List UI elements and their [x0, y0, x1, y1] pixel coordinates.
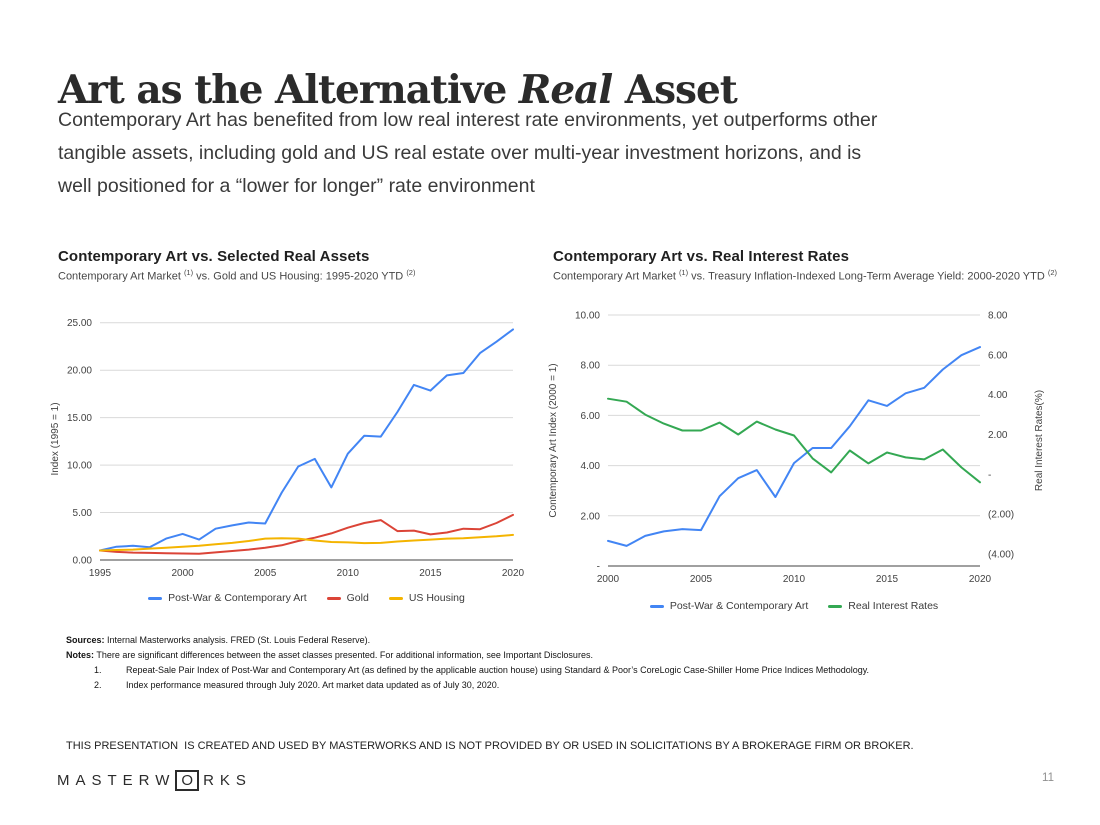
legend-color-chip — [148, 597, 162, 600]
legend-item — [650, 600, 808, 612]
y-left-tick-label: 8.00 — [580, 360, 600, 372]
legend-label: Real Interest Rates — [848, 600, 939, 612]
y-left-tick-label: - — [596, 561, 600, 573]
page-number: 11 — [1042, 772, 1054, 784]
y-left-tick-label: 10.00 — [574, 310, 600, 322]
x-tick-label: 2020 — [501, 568, 525, 579]
x-tick-label: 2015 — [875, 574, 899, 585]
y-right-axis-title: Real Interest Rates(%) — [1034, 389, 1045, 492]
post-war-contemporary-art-line — [100, 329, 513, 550]
x-tick-label: 2020 — [968, 574, 992, 585]
subtitle-text: Contemporary Art Market — [553, 270, 679, 283]
y-left-tick-label: 10.00 — [66, 460, 92, 472]
y-right-tick-label: - — [988, 469, 992, 481]
logo-o-mark: O — [175, 770, 199, 791]
y-right-tick-label: (4.00) — [988, 549, 1015, 561]
sources-text: Internal Masterworks analysis. FRED (St. Louis Federal Reserve). — [104, 635, 371, 645]
x-tick-label: 2000 — [171, 568, 194, 579]
x-tick-label: 2005 — [254, 568, 277, 579]
legend-color-chip — [389, 597, 403, 600]
footnote-item-2 — [66, 678, 1056, 693]
legend-label: Gold — [346, 592, 369, 604]
brokerage-disclaimer: THIS PRESENTATION IS CREATED AND USED BY MASTERWORKS AND IS NOT PROVIDED BY OR USED IN SOLICITATIONS BY A BROKERAGE FIRM OR BROKER. — [66, 740, 914, 752]
legend-label: Post-War & Contemporary Art — [669, 600, 809, 612]
interest-rates-chart-legend — [608, 600, 980, 612]
y-right-tick-label: 8.00 — [988, 310, 1008, 322]
interest-rates-chart-title: Contemporary Art vs. Real Interest Rates — [553, 248, 850, 265]
y-left-tick-label: 4.00 — [580, 461, 600, 473]
y-left-tick-label: 0.00 — [72, 555, 92, 567]
intro-line-1: Contemporary Art has benefited from low real interest rate environments, yet outperforms other — [58, 109, 878, 131]
sources-label: Sources: — [66, 635, 105, 645]
footnote-ref: (1) — [183, 268, 194, 277]
intro-line-3: well positioned for a “lower for longer” rate environment — [58, 175, 535, 197]
real-assets-line-chart — [50, 295, 540, 595]
y-right-tick-label: 6.00 — [988, 350, 1008, 362]
legend-color-chip — [650, 605, 664, 608]
notes-label: Notes: — [66, 650, 95, 660]
y-left-tick-label: 25.00 — [66, 318, 92, 330]
subtitle-text: Contemporary Art Market — [58, 270, 184, 283]
intro-paragraph — [58, 104, 1068, 203]
y-left-tick-label: 2.00 — [580, 511, 600, 523]
y-left-tick-label: 20.00 — [66, 365, 92, 377]
us-housing-line — [100, 535, 513, 551]
legend-item — [389, 592, 465, 604]
x-tick-label: 2015 — [419, 568, 442, 579]
y-right-tick-label: 2.00 — [988, 430, 1008, 442]
footnote-ref: (2) — [406, 268, 416, 277]
real-assets-chart-subtitle — [50, 268, 540, 283]
legend-item — [148, 592, 306, 604]
y-left-tick-label: 5.00 — [72, 508, 92, 520]
subtitle-text: vs. Gold and US Housing: 1995-2020 YTD — [193, 270, 407, 283]
logo-text-post: RKS — [203, 772, 252, 789]
footnote-text: Index performance measured through July 2020. Art market data updated as of July 30, 2020. — [126, 680, 500, 690]
interest-rates-chart-block — [545, 248, 1100, 638]
x-tick-label: 1995 — [88, 568, 112, 579]
x-tick-label: 2010 — [336, 568, 359, 579]
footnote-number: 1. — [94, 665, 102, 675]
y-right-tick-label: (2.00) — [988, 509, 1015, 521]
footnotes — [66, 633, 1056, 693]
y-left-axis-title: Contemporary Art Index (2000 = 1) — [548, 363, 559, 518]
logo-text-pre: MASTERW — [57, 772, 176, 789]
footnote-ref: (1) — [678, 268, 689, 277]
interest-rates-chart-subtitle — [545, 268, 1100, 283]
x-tick-label: 2010 — [782, 574, 806, 585]
page-title-post: Asset — [612, 67, 737, 114]
y-right-tick-label: 4.00 — [988, 390, 1008, 402]
real-assets-chart-block — [50, 248, 540, 638]
masterworks-logo — [57, 770, 252, 791]
real-assets-chart-title: Contemporary Art vs. Selected Real Assets — [58, 248, 370, 265]
legend-label: Post-War & Contemporary Art — [168, 592, 307, 604]
footnote-number: 2. — [94, 680, 102, 690]
legend-item — [327, 592, 369, 604]
notes-text: There are significant differences between the asset classes presented. For additional information, see Important Disclosures. — [94, 650, 593, 660]
real-assets-chart-legend — [100, 592, 513, 604]
legend-label: US Housing — [408, 592, 465, 604]
legend-color-chip — [327, 597, 341, 600]
footnote-text: Repeat-Sale Pair Index of Post-War and Contemporary Art (as defined by the applicable auction house) using Standard & Poor’s CoreLogic Case-Shiller Home Price Indices Methodology. — [126, 665, 870, 675]
legend-item — [828, 600, 938, 612]
footnote-item-1 — [66, 663, 1056, 678]
sources-line — [66, 633, 1056, 648]
footnote-ref: (2) — [1047, 268, 1058, 277]
page-title-pre: Art as the Alternative — [58, 67, 519, 114]
interest-rates-line-chart — [545, 295, 1100, 595]
y-left-axis-title: Index (1995 = 1) — [50, 402, 61, 476]
x-tick-label: 2000 — [596, 574, 620, 585]
real-interest-rates-line — [608, 399, 980, 483]
y-left-tick-label: 6.00 — [580, 410, 600, 422]
legend-color-chip — [828, 605, 842, 608]
notes-line — [66, 648, 1056, 663]
page-title-italic: Real — [518, 67, 613, 114]
x-tick-label: 2005 — [689, 574, 713, 585]
intro-line-2: tangible assets, including gold and US real estate over multi-year investment horizons, and is — [58, 142, 862, 164]
subtitle-text: vs. Treasury Inflation-Indexed Long-Term Average Yield: 2000-2020 YTD — [688, 270, 1048, 283]
y-left-tick-label: 15.00 — [66, 413, 92, 425]
